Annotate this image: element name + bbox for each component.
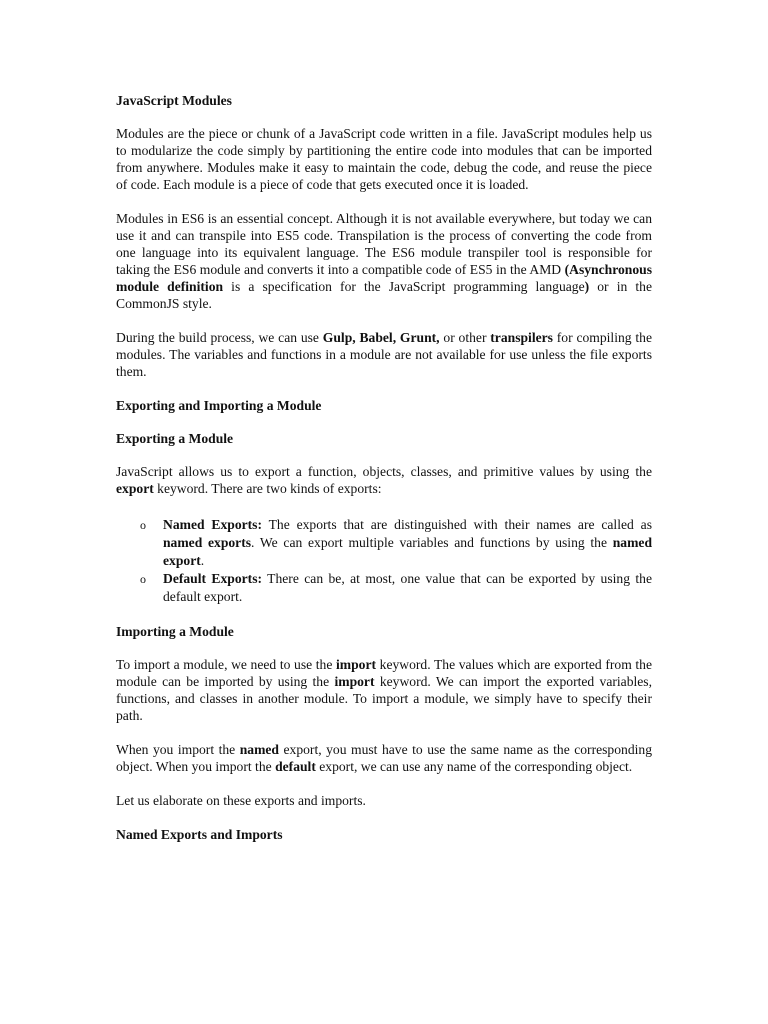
amd-term: (Asynchronous module definition xyxy=(116,262,652,294)
intro-text-3e: for compiling the modules. The variables and functions in a module are not available for use unless the file exports them. xyxy=(116,330,653,379)
section-heading-exporting: Exporting a Module xyxy=(116,431,234,446)
intro-text-3a: During the build process, we can use xyxy=(116,330,323,345)
intro-paragraph-1 xyxy=(116,125,652,193)
named-text-c: export, you must have to use the same name as the corresponding object. When you import the xyxy=(116,742,652,774)
import-text-e: keyword. We can import the exported variables, functions, and classes in another module. To import a module, we simply have to specify their path. xyxy=(116,674,652,723)
named-default-paragraph xyxy=(116,741,652,775)
export-paragraph xyxy=(116,463,652,497)
named-exports-text-c: . xyxy=(200,553,205,568)
list-item-named-exports xyxy=(116,516,652,570)
import-keyword-1: import xyxy=(336,657,377,672)
intro-paragraph-2 xyxy=(116,210,652,312)
section-heading-named-exports-imports: Named Exports and Imports xyxy=(116,827,283,842)
default-exports-label: Default Exports: xyxy=(163,571,263,586)
elaborate-paragraph xyxy=(116,792,652,809)
amd-close-paren: ) xyxy=(584,279,590,294)
named-text-a: When you import the xyxy=(116,742,240,757)
list-item-default-exports xyxy=(116,570,652,606)
import-text-a: To import a module, we need to use the xyxy=(116,657,337,672)
import-paragraph xyxy=(116,656,652,724)
named-exports-bold-a: named exports xyxy=(163,535,252,550)
export-text-c: keyword. There are two kinds of exports: xyxy=(153,481,382,496)
elaborate-text: Let us elaborate on these exports and imports. xyxy=(116,793,366,808)
named-exports-text-b: . We can export multiple variables and functions by using the xyxy=(251,535,613,550)
default-keyword: default xyxy=(275,759,316,774)
intro-text-1: Modules are the piece or chunk of a JavaScript code written in a file. JavaScript modules help us to modularize the code simply by partitioning the entire code into modules that can be imported from anywhere. Modules make it easy to maintain the code, debug the code, and reuse the piece of code. Each module is a piece of code that gets executed once it is loaded. xyxy=(116,126,652,192)
import-text-c: keyword. The values which are exported from the module can be imported by using the xyxy=(116,657,652,689)
build-tools-term: Gulp, Babel, Grunt, xyxy=(322,330,440,345)
bullet-marker: o xyxy=(140,572,146,586)
export-kinds-list xyxy=(116,516,652,606)
intro-text-3c: or other xyxy=(439,330,491,345)
export-text-a: JavaScript allows us to export a function, objects, classes, and primitive values by using the xyxy=(116,464,652,479)
named-exports-bold-b: named export xyxy=(163,535,653,568)
intro-paragraph-3 xyxy=(116,329,652,380)
import-keyword-2: import xyxy=(334,674,375,689)
bullet-marker: o xyxy=(140,518,146,532)
section-heading-importing: Importing a Module xyxy=(116,624,234,639)
intro-text-2c: is a specification for the JavaScript programming language xyxy=(223,279,585,294)
named-keyword: named xyxy=(239,742,279,757)
document-content xyxy=(116,92,652,859)
export-keyword: export xyxy=(116,481,154,496)
named-exports-label: Named Exports: xyxy=(163,517,262,532)
section-heading-export-import: Exporting and Importing a Module xyxy=(116,398,322,413)
named-text-e: export, we can use any name of the corresponding object. xyxy=(315,759,633,774)
default-exports-text: There can be, at most, one value that can be exported by using the default export. xyxy=(163,571,652,604)
page-title: JavaScript Modules xyxy=(116,93,232,108)
intro-text-2a: Modules in ES6 is an essential concept. Although it is not available everywhere, but today we can use it and can transpile into ES5 code. Transpilation is the process of converting the code from one language into its equivalent language. The ES6 module transpiler tool is responsible for taking the ES6 module and converts it into a compatible code of ES5 in the AMD xyxy=(116,211,652,277)
intro-text-2e: or in the CommonJS style. xyxy=(116,279,652,311)
named-exports-text-a: The exports that are distinguished with their names are called as xyxy=(262,517,652,532)
transpilers-term: transpilers xyxy=(490,330,553,345)
